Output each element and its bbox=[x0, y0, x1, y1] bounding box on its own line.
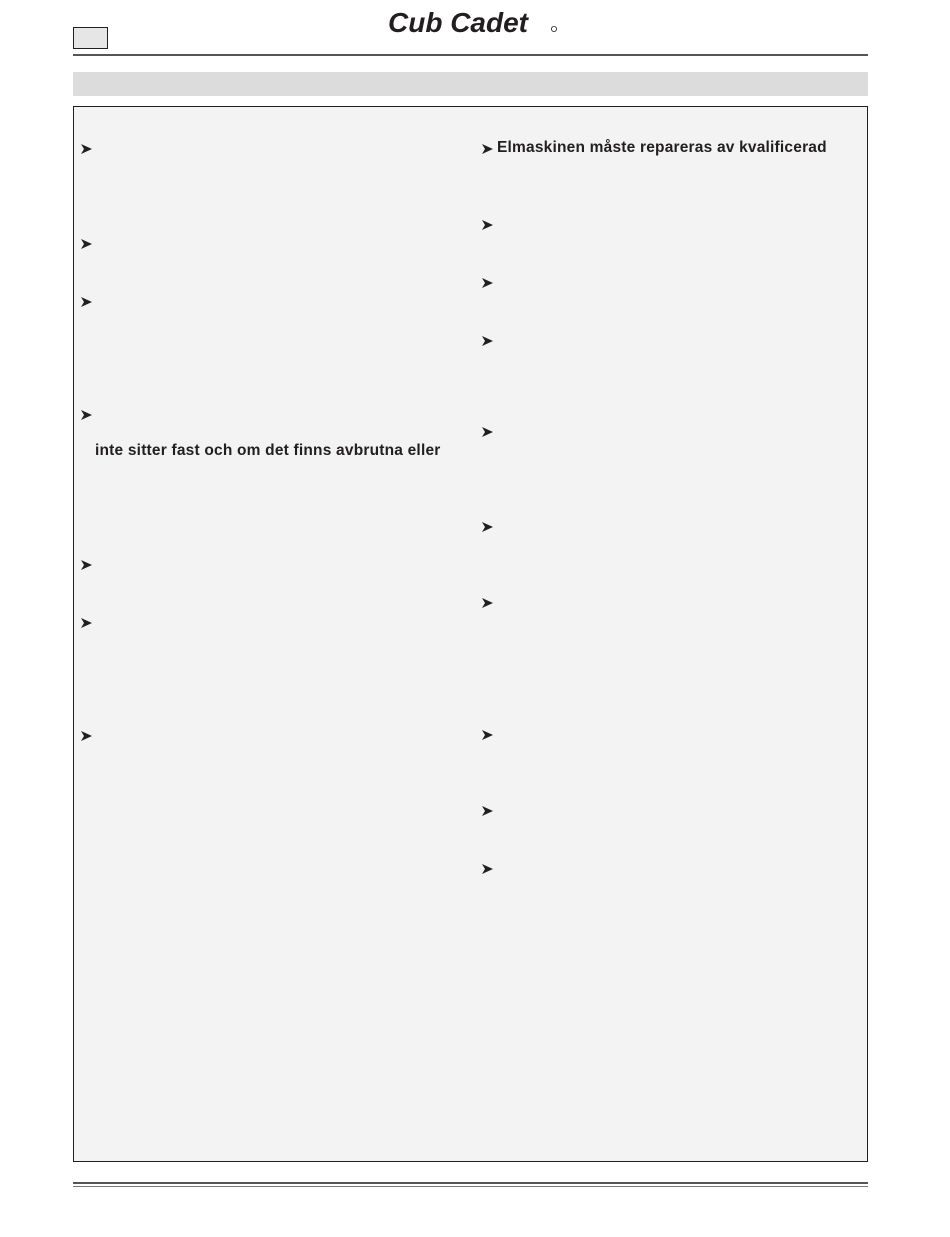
arrowhead-bullet-icon bbox=[481, 862, 495, 876]
arrowhead-bullet-icon bbox=[481, 728, 495, 742]
arrowhead-bullet-icon bbox=[80, 295, 94, 309]
footer-rule bbox=[73, 1182, 868, 1184]
arrowhead-bullet-icon bbox=[481, 520, 495, 534]
arrowhead-bullet-icon bbox=[80, 558, 94, 572]
left-column-text: inte sitter fast och om det finns avbrutna eller bbox=[95, 442, 441, 459]
page-number-box bbox=[73, 27, 108, 49]
arrowhead-bullet-icon bbox=[481, 596, 495, 610]
arrowhead-bullet-icon bbox=[80, 142, 94, 156]
footer-rule-thin bbox=[73, 1186, 868, 1187]
brand-logo bbox=[386, 1, 561, 41]
arrowhead-bullet-icon bbox=[481, 804, 495, 818]
arrowhead-bullet-icon bbox=[80, 616, 94, 630]
content-panel bbox=[73, 106, 868, 1162]
arrowhead-bullet-icon bbox=[481, 218, 495, 232]
arrowhead-bullet-icon bbox=[481, 425, 495, 439]
header-rule bbox=[73, 54, 868, 56]
arrowhead-bullet-icon bbox=[481, 276, 495, 290]
arrowhead-bullet-icon bbox=[80, 408, 94, 422]
right-column-text: Elmaskinen måste repareras av kvalificerad bbox=[497, 139, 827, 156]
arrowhead-bullet-icon bbox=[80, 729, 94, 743]
brand-logo-text: Cub Cadet bbox=[388, 7, 528, 38]
arrowhead-bullet-icon bbox=[80, 237, 94, 251]
arrowhead-bullet-icon bbox=[481, 334, 495, 348]
section-heading-band bbox=[73, 72, 868, 96]
arrowhead-bullet-icon bbox=[481, 142, 495, 156]
